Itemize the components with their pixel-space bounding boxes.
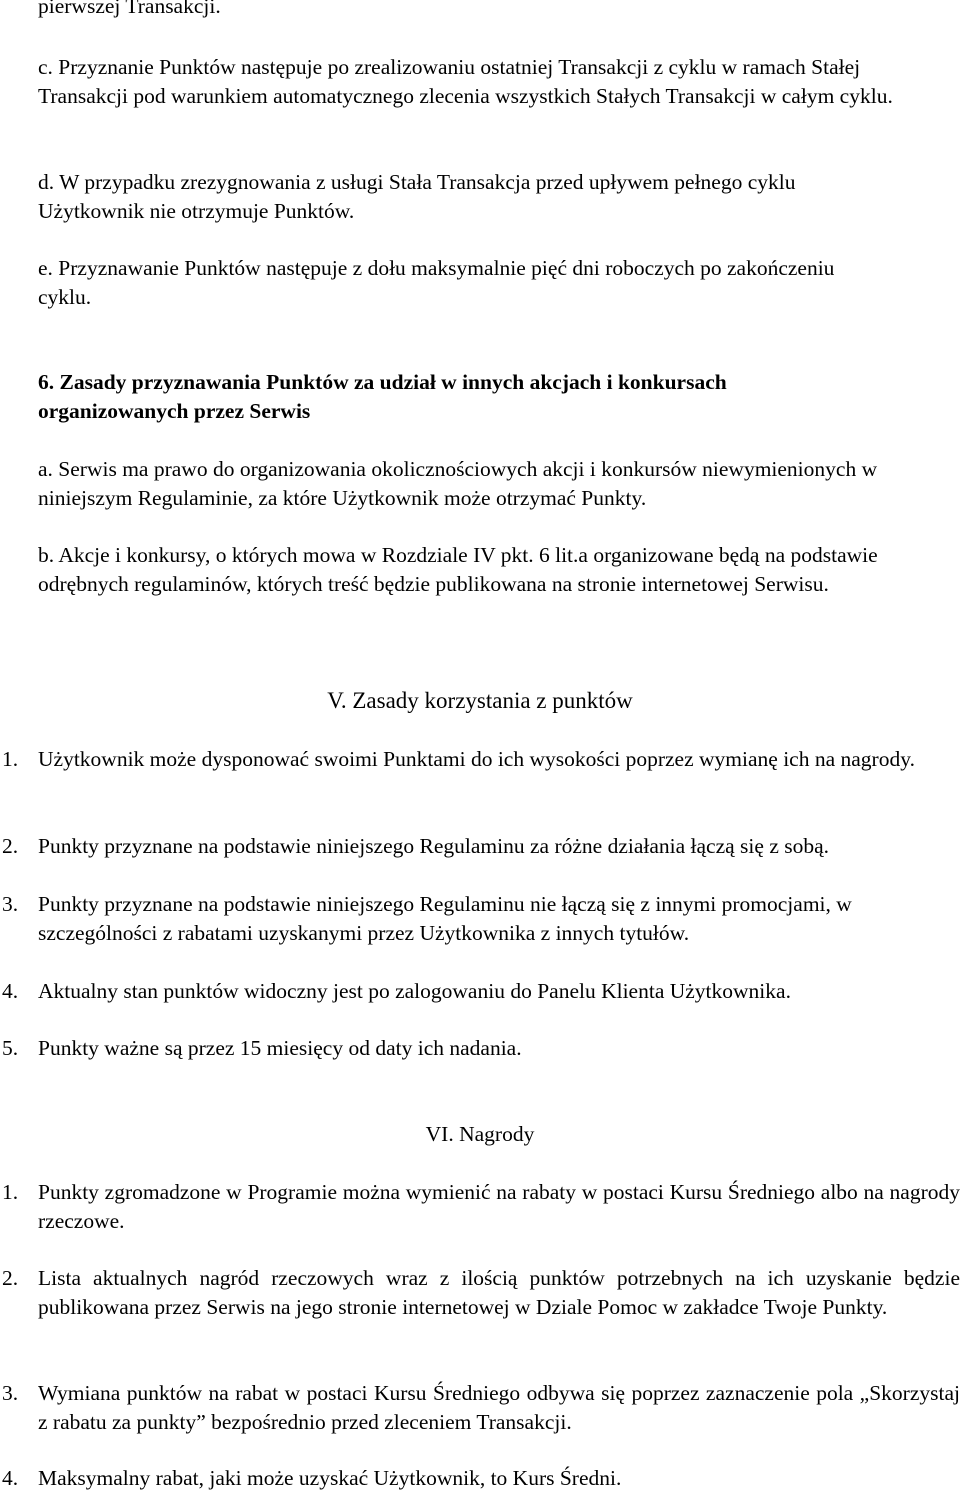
list-item-number: 5. <box>2 1036 19 1060</box>
chapter-v-title: V. Zasady korzystania z punktów <box>327 688 633 713</box>
list-item-text: Wymiana punktów na rabat w postaci Kursu Średniego odbywa się poprzez zaznaczenie pola „Skorzystaj z rabatu za punkty” bezpośrednio przed zleceniem Transakcji. <box>38 1381 960 1434</box>
list-item-number: 4. <box>2 979 19 1003</box>
list-item-number: 2. <box>2 834 19 858</box>
list-item-text: Lista aktualnych nagród rzeczowych wraz z ilością punktów potrzebnych na ich uzyskanie będzie publikowana przez Serwis na jego stronie internetowej w Dziale Pomoc w zakładce Twoje Punkty. <box>38 1266 960 1319</box>
list-item-number: 3. <box>2 1381 19 1405</box>
list-item-number: 1. <box>2 747 19 771</box>
chapter-vi-title: VI. Nagrody <box>425 1122 535 1146</box>
list-item <box>0 832 960 862</box>
list-item-text: Aktualny stan punktów widoczny jest po zalogowaniu do Panelu Klienta Użytkownika. <box>38 979 791 1003</box>
list-item-text: Punkty ważne są przez 15 miesięcy od daty ich nadania. <box>38 1036 522 1060</box>
list-item <box>0 1264 960 1354</box>
fragment-line: pierwszej Transakcji. <box>38 0 221 18</box>
list-item-text: Punkty przyznane na podstawie niniejszego Regulaminu za różne działania łączą się z sobą. <box>38 834 830 858</box>
list-item <box>0 745 960 805</box>
list-item-text: Użytkownik może dysponować swoimi Punktami do ich wysokości poprzez wymianę ich na nagrody. <box>38 747 915 771</box>
list-item-number: 3. <box>2 892 19 916</box>
list-item-text: Punkty zgromadzone w Programie można wymienić na rabaty w postaci Kursu Średniego albo na nagrody rzeczowe. <box>38 1180 960 1233</box>
list-item-number: 4. <box>2 1466 19 1490</box>
list-item-text: Maksymalny rabat, jaki może uzyskać Użytkownik, to Kurs Średni. <box>38 1466 622 1490</box>
list-item <box>0 1178 960 1238</box>
paragraph-6b: b. Akcje i konkursy, o których mowa w Rozdziale IV pkt. 6 lit.a organizowane będą na podstawie odrębnych regulaminów, których treść będzie publikowana na stronie internetowej Serwisu. <box>38 543 878 596</box>
list-item <box>0 1034 960 1064</box>
paragraph-c: c. Przyznanie Punktów następuje po zrealizowaniu ostatniej Transakcji z cyklu w ramach Stałej Transakcji pod warunkiem automatycznego zlecenia wszystkich Stałych Transakcji w całym cyklu. <box>38 55 893 108</box>
list-item-text: Punkty przyznane na podstawie niniejszego Regulaminu nie łączą się z innymi promocjami, w szczególności z rabatami uzyskanymi przez Użytkownika z innych tytułów. <box>38 892 852 945</box>
list-item <box>0 890 960 950</box>
section-6-heading: 6. Zasady przyznawania Punktów za udział w innych akcjach i konkursach organizowanych przez Serwis <box>38 370 727 423</box>
list-item-number: 2. <box>2 1266 19 1290</box>
list-item-number: 1. <box>2 1180 19 1204</box>
list-item <box>0 1379 960 1439</box>
paragraph-d: d. W przypadku zrezygnowania z usługi Stała Transakcja przed upływem pełnego cyklu Użytkownik nie otrzymuje Punktów. <box>38 170 796 223</box>
paragraph-e: e. Przyznawanie Punktów następuje z dołu maksymalnie pięć dni roboczych po zakończeniu cyklu. <box>38 256 835 309</box>
paragraph-6a: a. Serwis ma prawo do organizowania okolicznościowych akcji i konkursów niewymienionych w niniejszym Regulaminie, za które Użytkownik może otrzymać Punkty. <box>38 457 878 510</box>
list-item <box>0 977 960 1007</box>
list-item <box>0 1464 960 1492</box>
